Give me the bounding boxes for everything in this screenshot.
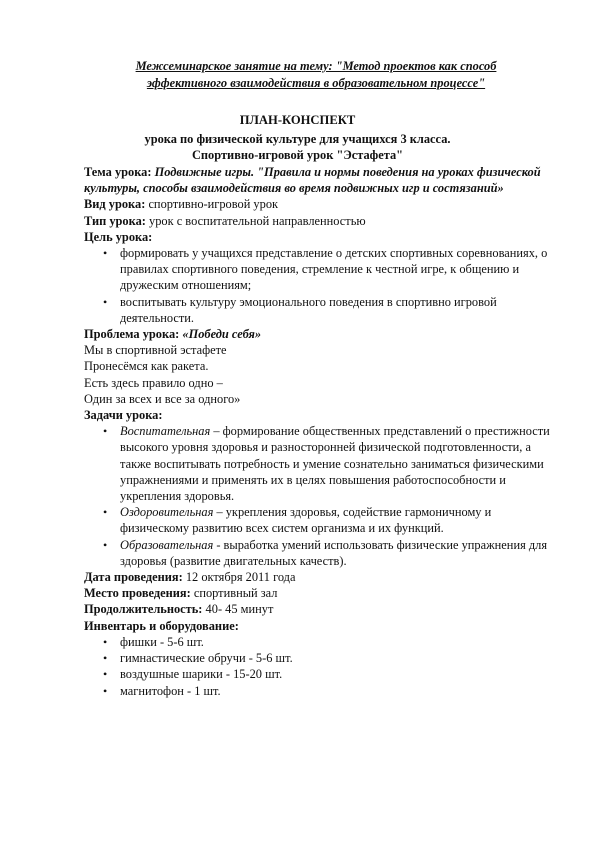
poem-line: Пронесёмся как ракета. [84, 359, 209, 374]
plan-title: ПЛАН-КОНСПЕКТ [239, 113, 356, 127]
inventory-item: • фишки - 5-6 шт. [120, 634, 554, 650]
task-item [120, 537, 554, 569]
topic-label: Тема урока: [84, 165, 152, 179]
place-label: Место проведения: [84, 586, 191, 601]
lesson-body [84, 164, 554, 699]
plan-subtitle-class: урока по физической культуре для учащихся 3 класса. [144, 132, 451, 146]
inventory-list [84, 634, 554, 699]
kind-value: спортивно-игровой урок [148, 197, 279, 212]
duration-label: Продолжительность: [84, 602, 203, 617]
date-label: Дата проведения: [84, 570, 183, 585]
kind-label: Вид урока: [84, 197, 146, 212]
poem-line: Мы в спортивной эстафете [84, 343, 227, 358]
tasks-list [84, 423, 554, 569]
poem [84, 342, 554, 407]
problem-value: «Победи себя» [182, 327, 262, 342]
inventory-label: Инвентарь и оборудование: [84, 618, 239, 633]
topic-row [84, 164, 546, 196]
header-line-2: эффективного взаимодействия в образовательном процессе" [146, 75, 486, 90]
goal-label: Цель урока: [84, 229, 153, 244]
task-name: Образовательная [120, 537, 214, 552]
problem-label: Проблема урока: [84, 327, 180, 342]
place-value: спортивный зал [193, 586, 278, 601]
task-item [120, 423, 554, 504]
task-text: – формирование общественных представлений о престижности высокого уровня здоровья и разносторонней физической подготовленности, а также воспитывать потребность и умение сознательно заниматься физическими упражнениями и применять их в целях повышения работоспособности и укрепления здоровья. [120, 424, 550, 504]
task-text: - выработка умений использовать физические упражнения для здоровья (развитие двигательных качеств). [120, 537, 548, 568]
inventory-item: • воздушные шарики - 15-20 шт. [120, 666, 554, 682]
task-name: Оздоровительная [120, 505, 214, 520]
type-row [84, 213, 554, 229]
seminar-header [96, 58, 536, 91]
problem-row [84, 326, 554, 342]
type-label: Тип урока: [84, 213, 146, 228]
duration-row [84, 601, 554, 617]
task-item [120, 504, 554, 536]
poem-line: Один за всех и все за одного» [84, 391, 241, 406]
goal-item: • воспитывать культуру эмоционального поведения в спортивно игровой деятельности. [120, 294, 550, 326]
header-line-1: Межсеминарское занятие на тему: "Метод проектов как способ [135, 59, 497, 73]
plan-subtitle-lesson: Спортивно-игровой урок "Эстафета" [191, 148, 404, 162]
task-text: – укрепления здоровья, содействие гармоничному и физическому развитию всех систем организма и их функций. [120, 505, 492, 536]
goal-list [84, 245, 550, 326]
goal-item: • формировать у учащихся представление о детских спортивных соревнованиях, о правилах спортивного поведения, стремление к честной игре, к общению и дружеским отношениям; [120, 245, 550, 294]
duration-value: 40- 45 минут [205, 602, 274, 617]
task-name: Воспитательная [120, 424, 211, 439]
type-value: урок с воспитательной направленностью [149, 213, 366, 228]
inventory-item: • магнитофон - 1 шт. [120, 683, 554, 699]
poem-line: Есть здесь правило одно – [84, 375, 223, 390]
date-value: 12 октября 2011 года [185, 570, 296, 585]
topic-value: Подвижные игры. "Правила и нормы поведения на уроках физической культуры, способы взаимодействия во время подвижных игр и состязаний» [84, 165, 541, 196]
date-row [84, 569, 554, 585]
inventory-item: • гимнастические обручи - 5-6 шт. [120, 650, 554, 666]
tasks-label: Задачи урока: [84, 408, 163, 423]
kind-row [84, 196, 554, 212]
place-row [84, 585, 554, 601]
